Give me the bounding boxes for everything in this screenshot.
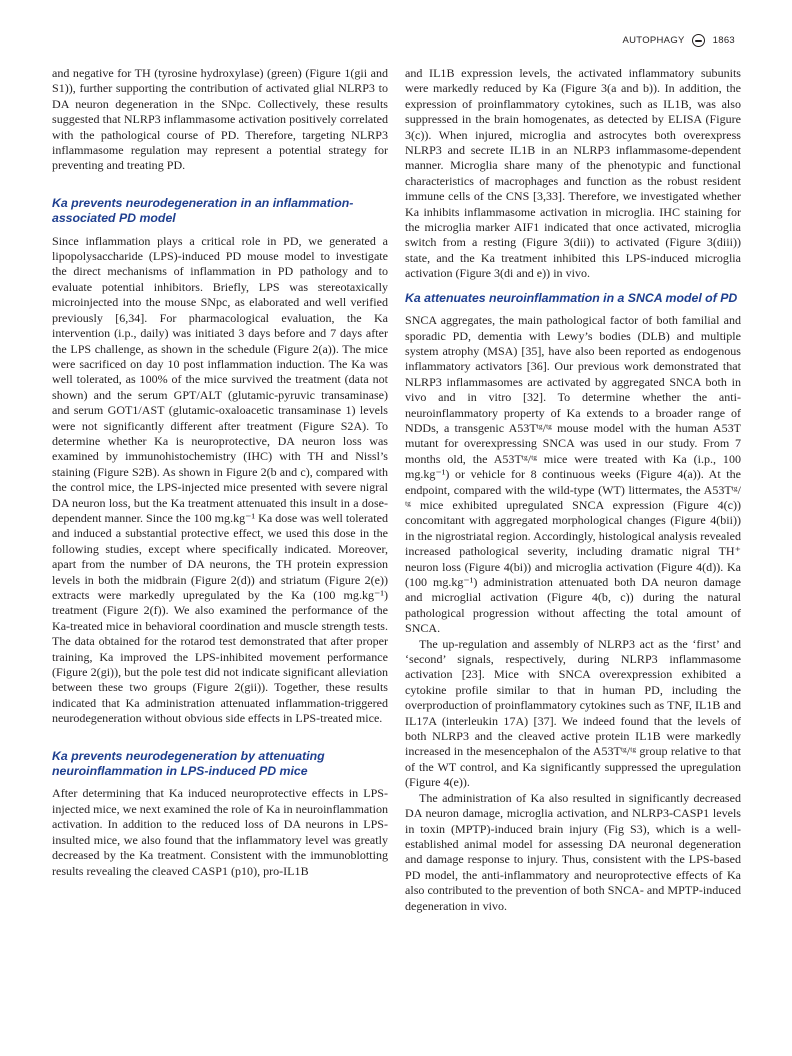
paragraph: and IL1B expression levels, the activated inflammatory subunits were markedly reduced by Ka (Figure 3(a and b)). In addition, the expression of proinflammatory cytokines, such as IL1B, was also suppressed in the brain homogenates, as detected by ELISA (Figure 3(c)). When injured, microglia and astrocytes both overexpress NLRP3 and secrete IL1B in an NLRP3 inflammasome-dependent manner. Microglia share many of the phenotypic and functional characteristics of macrophages and function as the robust resident immune cells of the CNS [3,33]. Therefore, we investigated whether Ka inhibits inflammasome activation in microglia. IHC staining for the microglia marker AIF1 indicated that once activated, microglia switch from a resting (Figure 3(dii)) to activated (Figure 3(diii)) state, and the Ka treatment inhibited this LPS-induced microglia activation (Figure 3(di and e)) in vivo.	[405, 66, 741, 281]
paragraph: Since inflammation plays a critical role in PD, we generated a lipopolysaccharide (LPS)-induced PD mouse model to investigate the direct mechanisms of inflammation in PD pathology and to evaluate potential inhibitors. Briefly, LPS was stereotaxically microinjected into the mouse SNpc, as elaborated and well verified previously [6,34]. For pharmacological evaluation, the Ka intervention (i.p., daily) was initiated 3 days before and 7 days after the LPS challenge, as shown in the schedule (Figure 2(a)). The mice were sacrificed on day 10 post inflammation induction. The Ka was well tolerated, as 100% of the mice survived the treatment (data not shown) and the serum GPT/ALT (glutamic-pyruvic transaminase) and serum GOT1/AST (glutamic-oxaloacetic transaminase 1) levels were not significantly different after treatment (Figure S2A). To determine whether Ka is neuroprotective, DA neuron loss was examined by immunohistochemistry (IHC) with TH and Nissl’s staining (Figure S2B). As shown in Figure 2(b and c), compared with the control mice, the LPS-injected mice presented with severe nigral DA neuron loss, but the Ka treatment attenuated this insult in a dose-dependent manner. Since the 100 mg.kg⁻¹ Ka dose was well tolerated and induced a substantial protective effect, we used this dose in the following studies, except where specifically indicated. Moreover, apart from the number of DA neurons, the TH protein expression levels in both the midbrain (Figure 2(d)) and striatum (Figure 2(e)) extracts were markedly upregulated by the Ka (100 mg.kg⁻¹) treatment (Figure 2(f)). We also examined the performance of the Ka-treated mice in behavioral coordination and muscle strength tests. The data obtained for the rotarod test demonstrated that after proper training, Ka improved the LPS-inhibited movement performance (Figure 2(gi)), but the pole test did not indicate significant alleviation between these two groups (Figure 2(gii)). Together, these results indicated that Ka administration attenuated inflammation-triggered neurodegeneration without obvious side effects in LPS-treated mice.	[52, 233, 388, 726]
page-number: 1863	[712, 35, 735, 46]
paragraph: The up-regulation and assembly of NLRP3 act as the ‘first’ and ‘second’ signals, respectively, during NLRP3 inflammasome activation [23]. Mice with SNCA overexpression exhibited a cytokine profile similar to that in human PD, including the overproduction of proinflammatory cytokines such as TNF, IL1B and IL17A (interleukin 17A) [37]. We indeed found that the levels of both NLRP3 and the cleaved active protein IL1B were markedly increased in the mesencephalon of the A53Tᵗᵍ/ᵗᵍ group relative to that of the WT control, and Ka significantly suppressed the upregulation (Figure 4(e)).	[405, 636, 741, 790]
paragraph: and negative for TH (tyrosine hydroxylase) (green) (Figure 1(gii and S1)), further supporting the contribution of activated glial NLRP3 to DA neuron degeneration in the SNpc. Collectively, these results suggested that NLRP3 inflammasome activation positively correlated with the pathological course of PD. Therefore, targeting NLRP3 inflammasome regulation may represent a potential strategy for preventing and treating PD.	[52, 66, 388, 173]
left-column	[52, 66, 388, 879]
right-column	[405, 66, 741, 914]
paragraph: The administration of Ka also resulted in significantly decreased DA neuron damage, microglia activation, and NLRP3-CASP1 levels in toxin (MPTP)-induced brain injury (Fig S3), which is a well-established animal model for assessing DA neuronal degeneration and damage response to injury. Thus, consistent with the LPS-based PD model, the anti-inflammatory and neuroprotective effects of Ka also contributed to the prevention of both SNCA- and MPTP-induced degeneration in vivo.	[405, 790, 741, 913]
running-header	[622, 34, 735, 47]
section-heading: Ka prevents neurodegeneration by attenuating neuroinflammation in LPS-induced PD mice	[52, 748, 325, 779]
paragraph: SNCA aggregates, the main pathological factor of both familial and sporadic PD, dementia with Lewy’s bodies (DLB) and multiple system atrophy (MSA) [35], have also been reported as endogenous inflammatory activators [36]. Our previous work demonstrated that NLRP3 inflammasomes are activated by aggregated SNCA both in vivo and in vitro [32]. To determine whether the anti-neuroinflammatory property of Ka extends to a broader range of NDDs, a transgenic A53Tᵗᵍ/ᵗᵍ mouse model with the human A53T mutant for overexpressing SNCA was used in our study. From 7 months old, the A53Tᵗᵍ/ᵗᵍ mice were treated with Ka (i.p., 100 mg.kg⁻¹) or vehicle for 8 continuous weeks (Figure 4(a)). At the endpoint, compared with the wild-type (WT) littermates, the A53Tᵗᵍ/ᵗᵍ mice exhibited upregulated SNCA expression (Figure 4(c)) concomitant with aggregated morphological changes (Figure 4(bii)) in the nigrostriatal region. Accordingly, histological analysis revealed increased pathological severity, including dramatic nigral TH⁺ neuron loss (Figure 4(bi)) and microglia activation (Figure 4(d)). Ka (100 mg.kg⁻¹) administration attenuated both DA neuron damage and microglial activation (Figure 4(b, c)) during the natural pathological progression without affecting the total amount of SNCA.	[405, 313, 741, 636]
paragraph: After determining that Ka induced neuroprotective effects in LPS-injected mice, we next examined the role of Ka in neuroinflammation activation. In addition to the reduced loss of DA neurons in LPS-insulted mice, we also found that the inflammatory level was greatly decreased by the Ka treatment. Consistent with the immunoblotting results revealing the cleaved CASP1 (p10), pro-IL1B	[52, 786, 388, 878]
journal-name: AUTOPHAGY	[622, 35, 685, 46]
section-heading: Ka prevents neurodegeneration in an inflammation-associated PD model	[52, 195, 354, 226]
publisher-logo-icon	[692, 34, 705, 47]
section-heading: Ka attenuates neuroinflammation in a SNCA model of PD	[405, 290, 738, 305]
